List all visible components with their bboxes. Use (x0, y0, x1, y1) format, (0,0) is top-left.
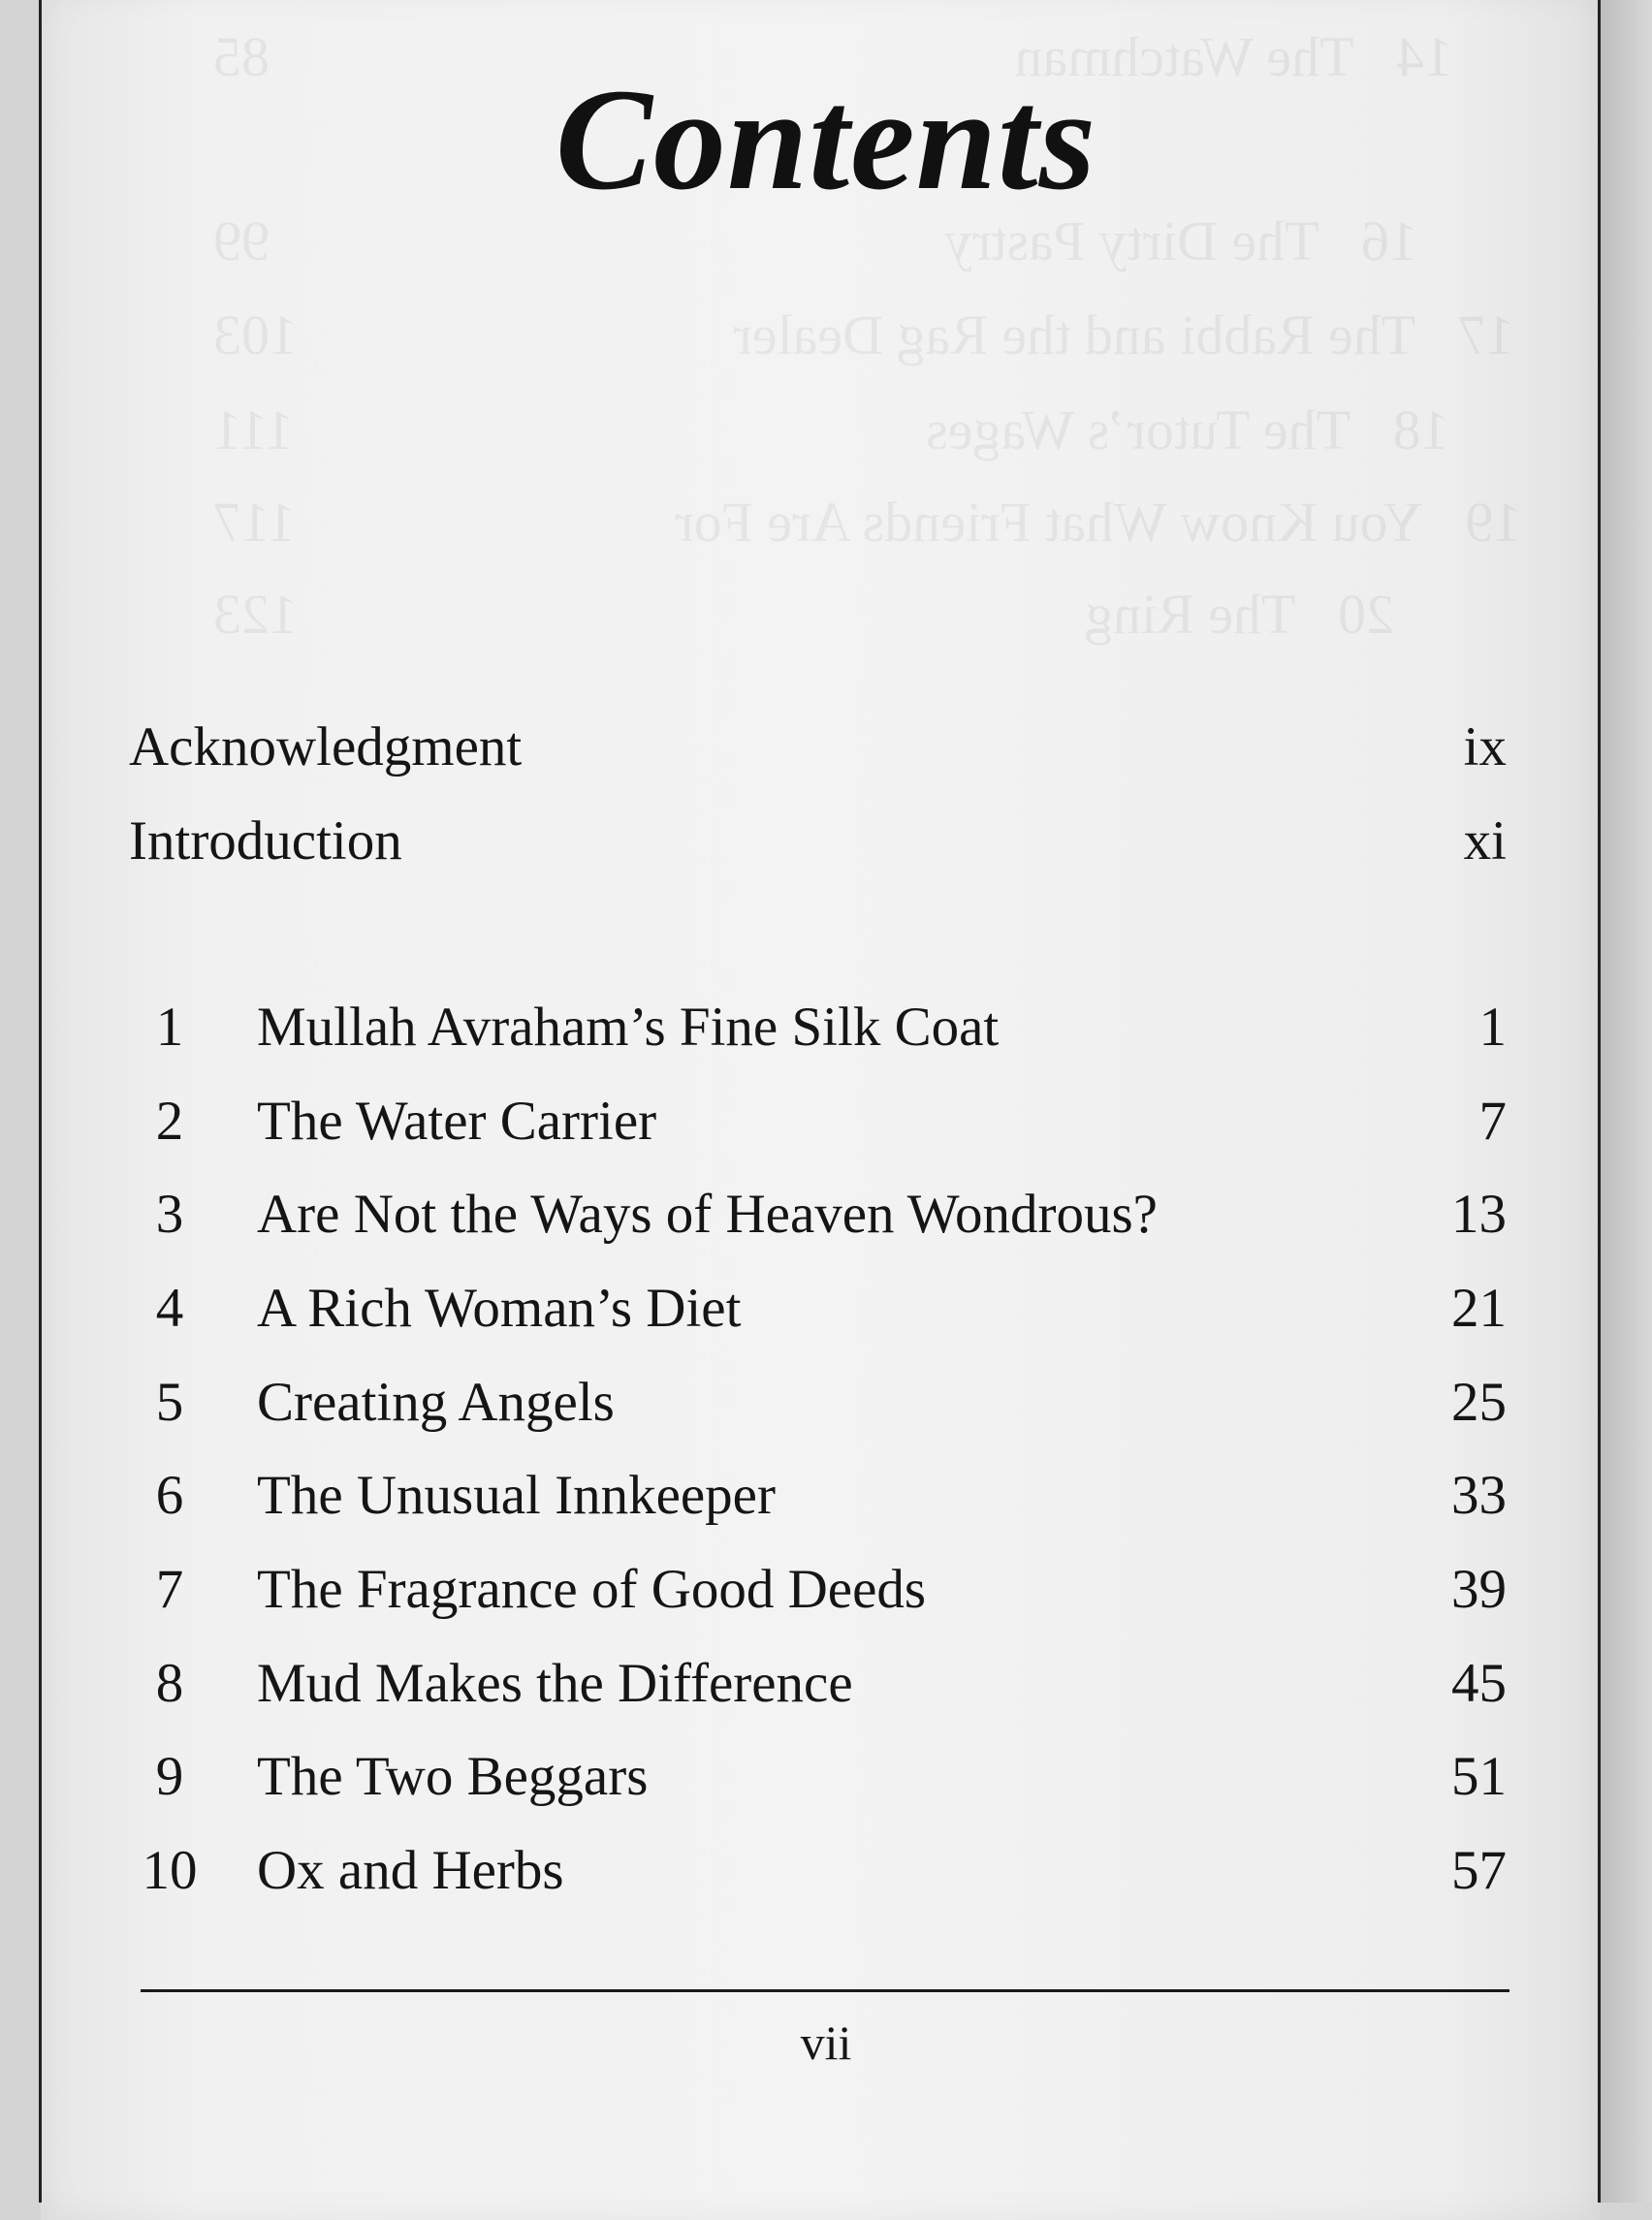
chapter-number: 2 (155, 1091, 184, 1152)
page-number: vii (800, 2015, 852, 2070)
chapter-number: 1 (155, 997, 184, 1058)
chapter-page: 25 (1451, 1372, 1507, 1433)
toc-chapter-row[interactable] (0, 1183, 1652, 1260)
toc-entry-acknowledgment[interactable] (0, 715, 1652, 793)
chapter-page: 39 (1451, 1559, 1507, 1620)
chapter-page: 21 (1451, 1278, 1507, 1339)
toc-entry-page: ix (1463, 716, 1507, 777)
toc-chapter-row[interactable] (0, 1558, 1652, 1635)
footer-rule (141, 1989, 1509, 1992)
toc-entry-page: xi (1463, 810, 1507, 872)
chapter-page: 57 (1451, 1840, 1507, 1901)
chapter-title: Creating Angels (257, 1372, 615, 1433)
chapter-page: 1 (1478, 997, 1507, 1058)
chapter-page: 33 (1451, 1465, 1507, 1526)
chapter-title: Mullah Avraham’s Fine Silk Coat (257, 997, 1000, 1058)
bleed-through-line: 16 The Dirty Pastry 99 (213, 209, 1418, 272)
chapter-number: 9 (155, 1746, 184, 1807)
bleed-through-line: 17 The Rabbi and the Rag Dealer 103 (213, 303, 1514, 366)
chapter-number: 7 (155, 1559, 184, 1620)
chapter-number: 10 (142, 1840, 198, 1901)
chapter-number: 3 (155, 1184, 184, 1245)
chapter-page: 13 (1451, 1184, 1507, 1245)
chapter-page: 51 (1451, 1746, 1507, 1807)
toc-chapter-row[interactable] (0, 1464, 1652, 1541)
toc-entry-label: Acknowledgment (129, 716, 523, 777)
bleed-through-line: 18 The Tutor’s Wages 111 (213, 398, 1449, 461)
toc-chapter-row[interactable] (0, 1277, 1652, 1354)
contents-title: Contents (555, 59, 1097, 220)
chapter-number: 5 (155, 1372, 184, 1433)
toc-chapter-row[interactable] (0, 1652, 1652, 1729)
bleed-through-line: 14 The Watchman 85 (213, 25, 1453, 88)
chapter-title: The Fragrance of Good Deeds (257, 1559, 927, 1620)
chapter-title: The Two Beggars (257, 1746, 649, 1807)
toc-chapter-row[interactable] (0, 1371, 1652, 1448)
chapter-number: 4 (155, 1278, 184, 1339)
toc-entry-introduction[interactable] (0, 809, 1652, 887)
chapter-title: The Water Carrier (257, 1091, 657, 1152)
chapter-title: Ox and Herbs (257, 1840, 564, 1901)
toc-chapter-row[interactable] (0, 1090, 1652, 1167)
chapter-page: 45 (1451, 1653, 1507, 1714)
bleed-through-line: 19 You Know What Friends Are For 117 (213, 491, 1522, 554)
chapter-title: A Rich Woman’s Diet (257, 1278, 742, 1339)
toc-chapter-row[interactable] (0, 996, 1652, 1073)
chapter-title: The Unusual Innkeeper (257, 1465, 776, 1526)
bleed-through-line: 20 The Ring 123 (213, 583, 1394, 646)
chapter-number: 8 (155, 1653, 184, 1714)
toc-chapter-row[interactable] (0, 1745, 1652, 1823)
chapter-number: 6 (155, 1465, 184, 1526)
chapter-title: Mud Makes the Difference (257, 1653, 853, 1714)
toc-entry-label: Introduction (129, 810, 402, 872)
chapter-page: 7 (1478, 1091, 1507, 1152)
toc-chapter-row[interactable] (0, 1839, 1652, 1917)
chapter-title: Are Not the Ways of Heaven Wondrous? (257, 1184, 1158, 1245)
